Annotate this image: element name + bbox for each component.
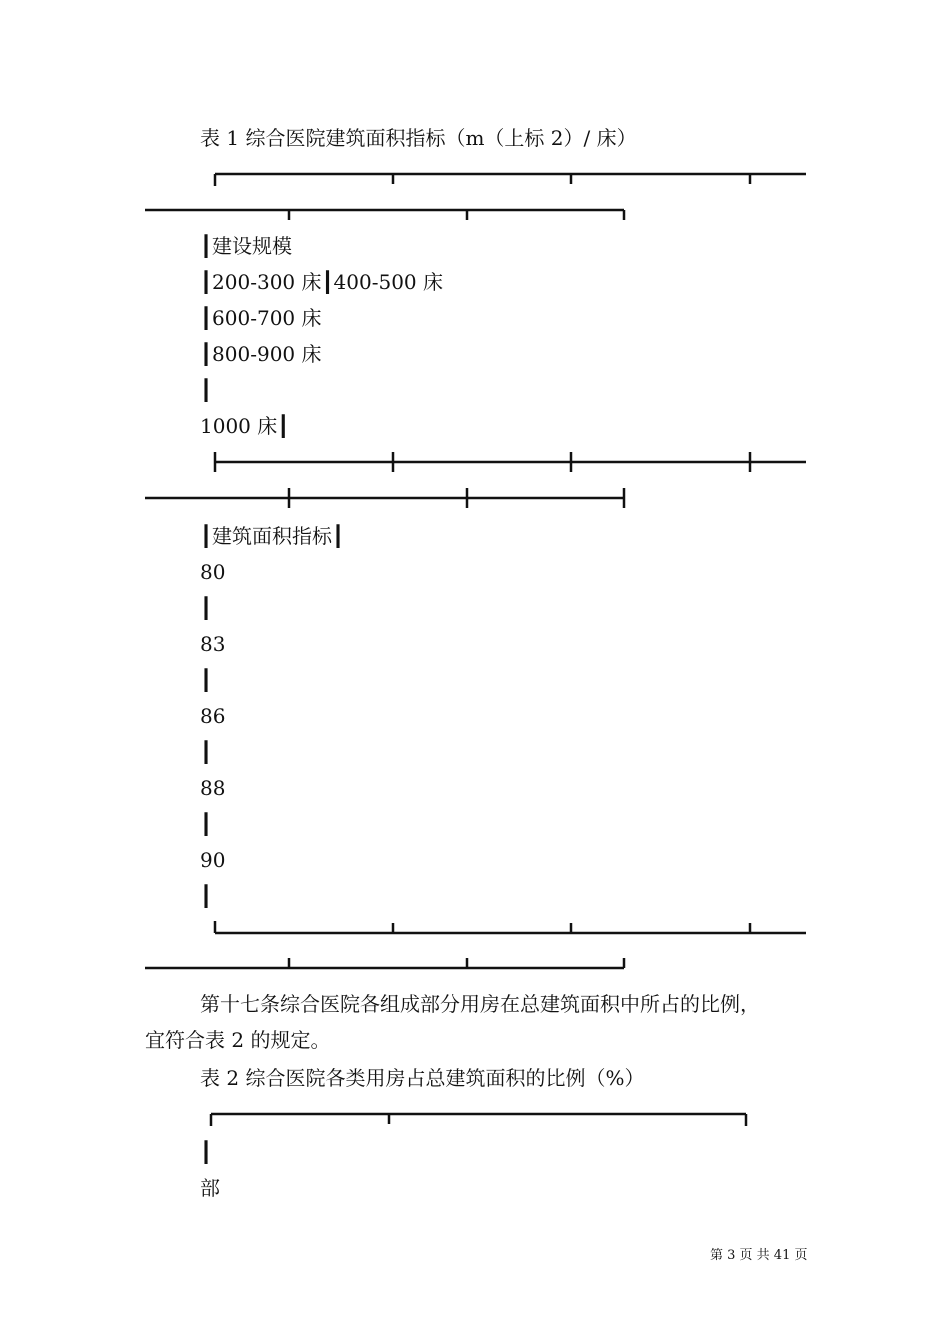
table2-top-border xyxy=(211,1114,746,1126)
table1-value-sep: ┃ xyxy=(200,740,213,764)
page-number-label: 第 3 页 共 41 页 xyxy=(710,1248,808,1263)
table1-top-border xyxy=(145,174,806,220)
table1-index-row: ┃建筑面积指标┃ xyxy=(200,524,345,548)
table1-value: 90 xyxy=(200,848,226,872)
table1-row: ┃建设规模 xyxy=(200,234,293,258)
table1-value-sep: ┃ xyxy=(200,884,213,908)
table2-caption: 表 2 综合医院各类用房占总建筑面积的比例（%） xyxy=(200,1066,645,1090)
table1-value-sep: ┃ xyxy=(200,668,213,692)
table1-value: 80 xyxy=(200,560,226,584)
table1-row: ┃600-700 床 xyxy=(200,306,322,330)
table1-row: ┃200-300 床┃400-500 床 xyxy=(200,270,444,294)
table1-row: 1000 床┃ xyxy=(200,414,290,438)
article17-line: 宜符合表 2 的规定。 xyxy=(145,1028,331,1052)
table1-caption: 表 1 综合医院建筑面积指标（m（上标 2）/ 床） xyxy=(200,126,637,150)
table2-row: 部 xyxy=(200,1176,220,1200)
table1-row: ┃800-900 床 xyxy=(200,342,322,366)
table1-value: 86 xyxy=(200,704,226,728)
table1-bottom-border xyxy=(145,921,806,968)
table1-value-sep: ┃ xyxy=(200,812,213,836)
article17-line: 第十七条综合医院各组成部分用房在总建筑面积中所占的比例， xyxy=(200,992,760,1016)
table1-value: 83 xyxy=(200,632,226,656)
table1-middle-border xyxy=(145,452,806,508)
table2-row: ┃ xyxy=(200,1140,213,1164)
table1-value: 88 xyxy=(200,776,226,800)
table1-row: ┃ xyxy=(200,378,213,402)
table1-value-sep: ┃ xyxy=(200,596,213,620)
